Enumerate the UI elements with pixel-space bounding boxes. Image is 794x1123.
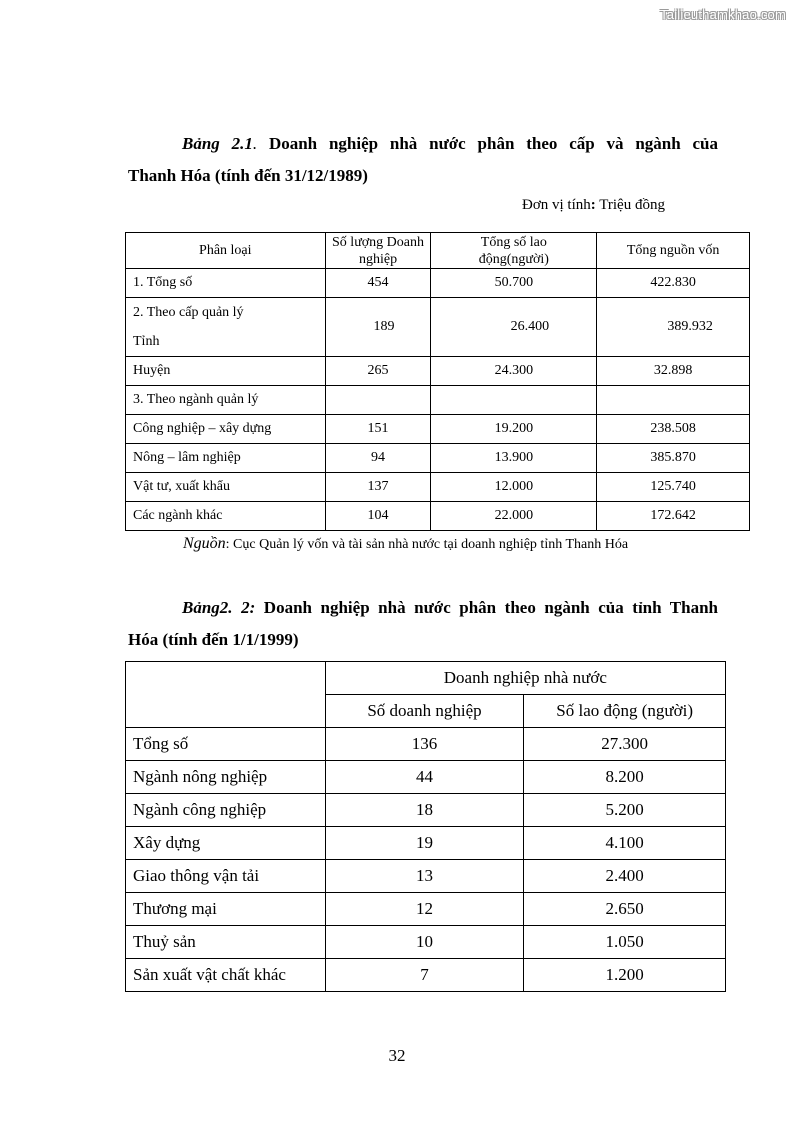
table1-header-text: Tổng số lao động(người) <box>478 234 549 267</box>
row-label: Ngành công nghiệp <box>126 794 326 827</box>
row-label: 1. Tổng số <box>126 269 326 298</box>
row-label: Thuỷ sản <box>126 926 326 959</box>
cell-workers: 5.200 <box>524 794 726 827</box>
cell-workers: 19.200 <box>431 415 597 444</box>
table-row <box>126 357 750 386</box>
table2 <box>125 661 726 992</box>
cell-workers: 4.100 <box>524 827 726 860</box>
row-label <box>126 298 326 357</box>
cell-count: 104 <box>325 502 431 531</box>
table1-source <box>183 535 628 553</box>
cell-workers: 13.900 <box>431 444 597 473</box>
row-label: Huyện <box>126 357 326 386</box>
table-row <box>126 794 726 827</box>
row-label: Ngành nông nghiệp <box>126 761 326 794</box>
cell-enterprises: 136 <box>325 728 524 761</box>
source-text: : Cục Quản lý vốn và tài sản nhà nước tại doanh nghiệp tỉnh Thanh Hóa <box>225 537 629 552</box>
table1 <box>125 232 750 531</box>
cell-workers: 2.650 <box>524 893 726 926</box>
cell-enterprises: 19 <box>325 827 524 860</box>
unit-label: Đơn vị tính <box>522 197 591 213</box>
cell-count: 94 <box>325 444 431 473</box>
cell-workers: 2.400 <box>524 860 726 893</box>
cell-count: 454 <box>325 269 431 298</box>
table-row <box>126 959 726 992</box>
row-label: Các ngành khác <box>126 502 326 531</box>
table1-caption-lead: Bảng 2.1 <box>182 134 253 153</box>
table1-caption-line1: Doanh nghiệp nhà nước phân theo cấp và ngành của <box>268 134 719 153</box>
row-label: Xây dựng <box>126 827 326 860</box>
cell-count: 137 <box>325 473 431 502</box>
row-label: Giao thông vận tải <box>126 860 326 893</box>
cell-capital: 172.642 <box>597 502 750 531</box>
row-label: Tổng số <box>126 728 326 761</box>
cell-capital: 238.508 <box>597 415 750 444</box>
cell-workers: 50.700 <box>431 269 597 298</box>
table-row <box>126 860 726 893</box>
table2-col-header: Số lao động (người) <box>524 695 726 728</box>
table-row <box>126 502 750 531</box>
table-row <box>126 827 726 860</box>
unit-colon: : <box>590 197 596 213</box>
row-label: Sản xuất vật chất khác <box>126 959 326 992</box>
cell-capital: 422.830 <box>597 269 750 298</box>
cell-count <box>325 298 431 357</box>
cell-capital: 125.740 <box>597 473 750 502</box>
table-row <box>126 415 750 444</box>
table-row <box>126 926 726 959</box>
cell-value: 189 <box>373 319 395 334</box>
table-row <box>126 298 750 357</box>
cell-capital: 32.898 <box>597 357 750 386</box>
table1-header <box>431 233 597 269</box>
watermark: Tailieuthamkhao.com <box>660 7 786 22</box>
row-label-province: Tỉnh <box>133 334 160 349</box>
cell-workers: 27.300 <box>524 728 726 761</box>
cell-capital: 385.870 <box>597 444 750 473</box>
cell-workers: 12.000 <box>431 473 597 502</box>
cell-workers: 1.200 <box>524 959 726 992</box>
cell-value: 26.400 <box>510 319 550 334</box>
table2-caption <box>128 592 718 656</box>
cell-workers: 22.000 <box>431 502 597 531</box>
table2-group-header: Doanh nghiệp nhà nước <box>325 662 725 695</box>
row-label: Công nghiệp – xây dựng <box>126 415 326 444</box>
cell-enterprises: 18 <box>325 794 524 827</box>
cell-workers: 24.300 <box>431 357 597 386</box>
cell-count: 151 <box>325 415 431 444</box>
table-row <box>126 269 750 298</box>
table-row <box>126 386 750 415</box>
cell-enterprises: 10 <box>325 926 524 959</box>
unit-note <box>522 197 665 214</box>
table1-header: Phân loại <box>126 233 326 269</box>
row-label: Nông – lâm nghiệp <box>126 444 326 473</box>
table2-corner-cell <box>126 662 326 728</box>
row-label: Vật tư, xuất khẩu <box>126 473 326 502</box>
page-number: 32 <box>388 1046 406 1065</box>
table2-caption-line2: Hóa (tính đến 1/1/1999) <box>128 630 299 649</box>
table1-caption-sep: . <box>252 134 258 153</box>
empty-cell <box>431 386 597 415</box>
table1-header: Tổng nguồn vốn <box>597 233 750 269</box>
table2-group-header-row <box>126 662 726 695</box>
table-row <box>126 728 726 761</box>
table2-caption-lead: Bảng2. 2: <box>182 598 256 617</box>
table-row <box>126 893 726 926</box>
table2-col-header: Số doanh nghiệp <box>325 695 524 728</box>
cell-workers: 8.200 <box>524 761 726 794</box>
cell-enterprises: 13 <box>325 860 524 893</box>
table-row <box>126 444 750 473</box>
empty-cell <box>325 386 431 415</box>
table-row <box>126 473 750 502</box>
cell-enterprises: 12 <box>325 893 524 926</box>
unit-value: Triệu đồng <box>595 197 665 213</box>
cell-workers <box>431 298 597 357</box>
section-title: 2. Theo cấp quản lý <box>133 305 244 320</box>
source-label: Nguồn <box>183 535 226 552</box>
table1-caption-line2: Thanh Hóa (tính đến 31/12/1989) <box>128 166 368 185</box>
empty-cell <box>597 386 750 415</box>
cell-enterprises: 44 <box>325 761 524 794</box>
cell-workers: 1.050 <box>524 926 726 959</box>
table-row <box>126 761 726 794</box>
section-title: 3. Theo ngành quản lý <box>126 386 326 415</box>
cell-capital <box>597 298 750 357</box>
cell-enterprises: 7 <box>325 959 524 992</box>
table1-header-row <box>126 233 750 269</box>
table2-caption-line1: Doanh nghiệp nhà nước phân theo ngành của tỉnh Thanh <box>263 598 719 617</box>
table1-caption <box>128 128 718 192</box>
table1-header: Số lượng Doanh nghiệp <box>325 233 431 269</box>
cell-value: 389.932 <box>667 319 713 334</box>
row-label: Thương mại <box>126 893 326 926</box>
cell-count: 265 <box>325 357 431 386</box>
